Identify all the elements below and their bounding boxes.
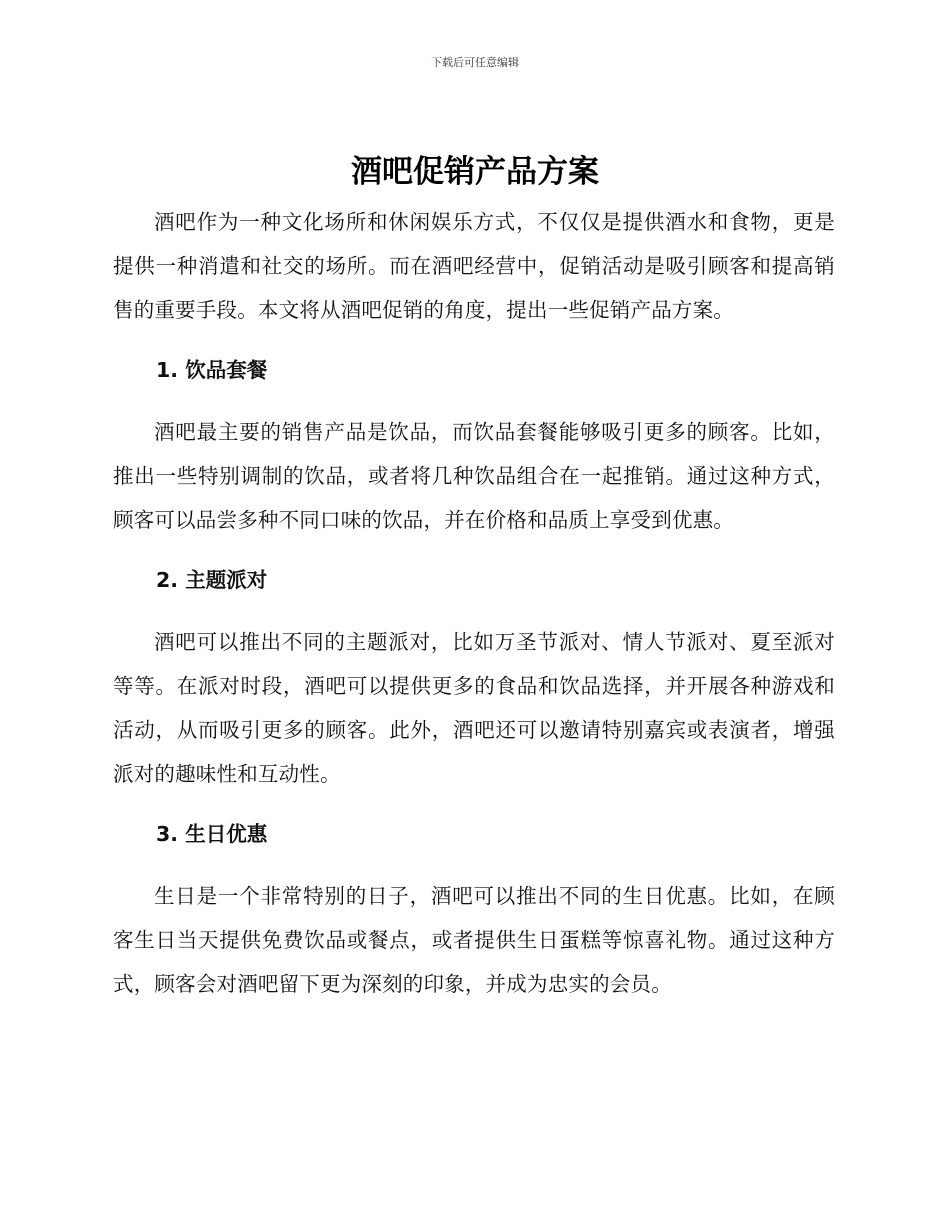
section-heading-birthday-offers: 3. 生日优惠 xyxy=(156,822,268,846)
section-heading-theme-parties: 2. 主题派对 xyxy=(156,568,268,592)
document-body xyxy=(113,200,835,1006)
section-heading-drink-packages: 1. 饮品套餐 xyxy=(156,358,268,382)
document-title: 酒吧促销产品方案 xyxy=(351,154,599,190)
page-header-note: 下载后可任意编辑 xyxy=(431,56,519,69)
section-body-drink-packages: 酒吧最主要的销售产品是饮品，而饮品套餐能够吸引更多的顾客。比如，推出一些特别调制的饮品，或者将几种饮品组合在一起推销。通过这种方式，顾客可以品尝多种不同口味的饮品，并在价格和品质上享受到优惠。 xyxy=(113,420,835,532)
section-body-theme-parties: 酒吧可以推出不同的主题派对，比如万圣节派对、情人节派对、夏至派对等等。在派对时段，酒吧可以提供更多的食品和饮品选择，并开展各种游戏和活动，从而吸引更多的顾客。此外，酒吧还可以邀请特别嘉宾或表演者，增强派对的趣味性和互动性。 xyxy=(113,630,835,786)
intro-paragraph: 酒吧作为一种文化场所和休闲娱乐方式，不仅仅是提供酒水和食物，更是提供一种消遣和社交的场所。而在酒吧经营中，促销活动是吸引顾客和提高销售的重要手段。本文将从酒吧促销的角度，提出一些促销产品方案。 xyxy=(113,210,835,322)
section-body-birthday-offers: 生日是一个非常特别的日子，酒吧可以推出不同的生日优惠。比如，在顾客生日当天提供免费饮品或餐点，或者提供生日蛋糕等惊喜礼物。通过这种方式，顾客会对酒吧留下更为深刻的印象，并成为忠实的会员。 xyxy=(113,884,835,996)
